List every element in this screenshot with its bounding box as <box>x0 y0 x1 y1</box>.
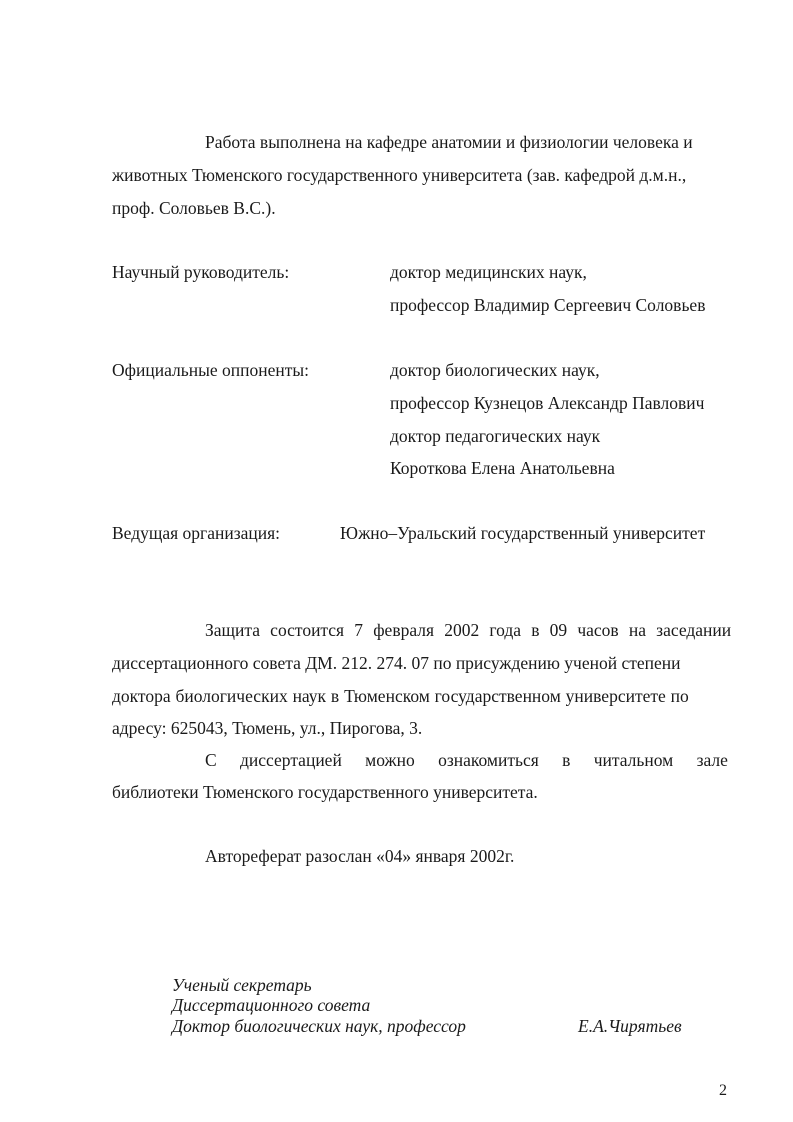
library-line-1 <box>205 752 728 770</box>
library-word: в <box>562 750 571 770</box>
defense-line-1-text: Защита состоится 7 февраля 2002 года в 09 часов на заседании <box>205 620 732 640</box>
library-word: можно <box>365 750 415 770</box>
opponents-line-1: доктор биологических наук, <box>390 360 600 380</box>
library-word: зале <box>696 750 728 770</box>
intro-line-3: проф. Соловьев В.С.). <box>112 198 276 218</box>
opponents-line-4: Короткова Елена Анатольевна <box>390 458 615 478</box>
library-word: диссертацией <box>240 750 342 770</box>
signature-line-1: Ученый секретарь <box>172 975 312 995</box>
defense-line-2: диссертационного совета ДМ. 212. 274. 07 по присуждению ученой степени <box>112 653 681 673</box>
intro-line-1: Работа выполнена на кафедре анатомии и физиологии человека и <box>205 132 693 152</box>
library-line-2: библиотеки Тюменского государственного университета. <box>112 782 538 802</box>
signature-line-2: Диссертационного совета <box>172 995 371 1015</box>
intro-line-2: животных Тюменского государственного университета (зав. кафедрой д.м.н., <box>112 165 687 185</box>
leading-org-value: Южно–Уральский государственный университет <box>340 523 706 543</box>
supervisor-label: Научный руководитель: <box>112 262 290 282</box>
opponents-line-3: доктор педагогических наук <box>390 426 601 446</box>
opponents-line-2: профессор Кузнецов Александр Павлович <box>390 393 705 413</box>
defense-line-4: адресу: 625043, Тюмень, ул., Пирогова, 3. <box>112 718 423 738</box>
library-word: ознакомиться <box>438 750 539 770</box>
mailing-date: Автореферат разослан «04» января 2002г. <box>205 846 515 866</box>
supervisor-line-2: профессор Владимир Сергеевич Соловьев <box>390 295 706 315</box>
library-word: С <box>205 750 217 770</box>
page-number: 2 <box>719 1082 727 1099</box>
library-word: читальном <box>593 750 674 770</box>
signature-name: Е.А.Чирятьев <box>578 1016 682 1036</box>
supervisor-line-1: доктор медицинских наук, <box>390 262 587 282</box>
signature-line-3: Доктор биологических наук, профессор <box>172 1016 466 1036</box>
opponents-label: Официальные оппоненты: <box>112 360 309 380</box>
defense-line-3: доктора биологических наук в Тюменском государственном университете по <box>112 686 689 706</box>
defense-line-1 <box>205 620 732 640</box>
leading-org-label: Ведущая организация: <box>112 523 281 543</box>
